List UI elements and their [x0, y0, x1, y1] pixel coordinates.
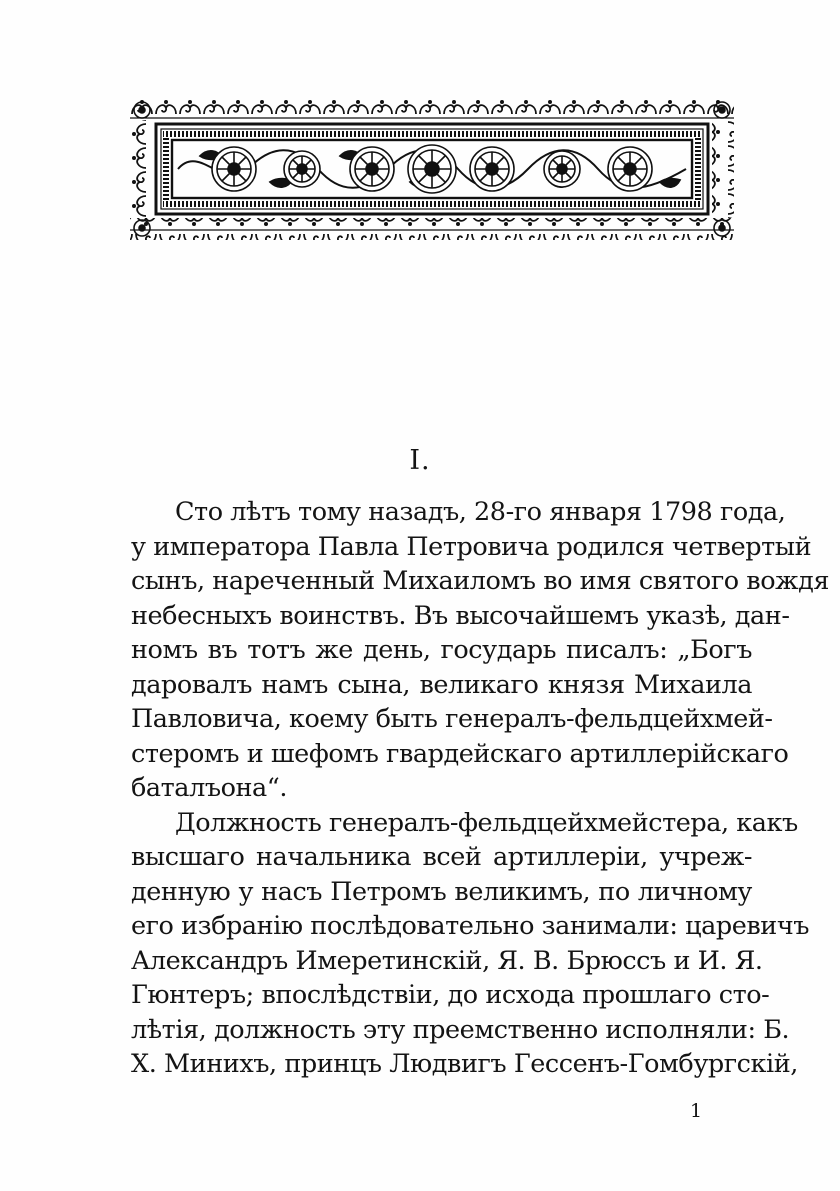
body-text: [131, 495, 830, 1082]
text-line: денную у насъ Петромъ великимъ, по личному: [131, 876, 752, 907]
text-line: сынъ, нареченный Михаиломъ во имя святого вождя: [131, 566, 830, 596]
text-line: номъ въ тотъ же день, государь писалъ: „Богъ: [131, 635, 752, 665]
text-line: Гюнтеръ; впослѣдствіи, до исхода прошлаго сто-: [131, 980, 770, 1010]
ornamental-headpiece: [130, 98, 734, 240]
text-line: даровалъ намъ сына, великаго князя Михаила: [131, 669, 752, 700]
text-line: Павловича, коему быть генералъ-фельдцейхмей-: [131, 704, 773, 734]
text-line: Сто лѣтъ тому назадъ, 28-го января 1798 года,: [175, 497, 786, 527]
text-line: Х. Минихъ, принцъ Людвигъ Гессенъ-Гомбургскій,: [131, 1049, 798, 1079]
text-line: небесныхъ воинствъ. Въ высочайшемъ указѣ, дан-: [131, 600, 790, 631]
page-number: 1: [689, 1100, 703, 1122]
text-line: баталъона“.: [131, 773, 288, 803]
text-line: у императора Павла Петровича родился четвертый: [131, 531, 812, 562]
text-line: стеромъ и шефомъ гвардейскаго артиллерійскаго: [131, 738, 789, 769]
chapter-number: I.: [409, 445, 431, 476]
text-line: высшаго начальника всей артиллеріи, учреж-: [131, 842, 752, 872]
text-line: Должность генералъ-фельдцейхмейстера, какъ: [175, 807, 798, 838]
text-line: его избранію послѣдовательно занимали: царевичъ: [131, 911, 810, 941]
text-line: Александръ Имеретинскій, Я. В. Брюссъ и И. Я.: [131, 945, 763, 976]
text-line: лѣтія, должность эту преемственно исполняли: Б.: [131, 1014, 790, 1045]
ornament-border-icon: [130, 98, 734, 240]
